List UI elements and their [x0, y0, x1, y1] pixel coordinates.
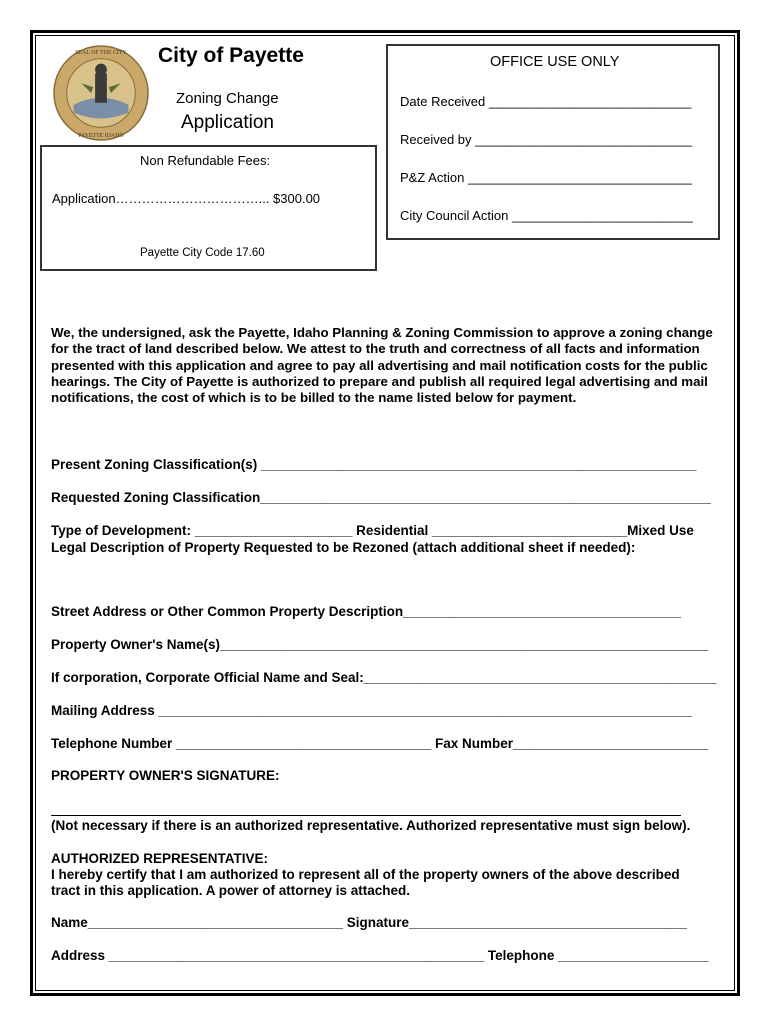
office-use-heading: OFFICE USE ONLY	[490, 54, 620, 70]
page-subtitle: Zoning Change	[176, 90, 279, 107]
street-address-field[interactable]: Street Address or Other Common Property Description_____________________________________	[51, 604, 681, 619]
office-received-by[interactable]: Received by ______________________________	[400, 132, 693, 147]
rep-address-telephone-field[interactable]: Address __________________________________________________ Telephone ____________________	[51, 948, 709, 963]
certify-line-1: I hereby certify that I am authorized to represent all of the property owners of the above described	[51, 867, 680, 882]
svg-text:PAYETTE IDAHO: PAYETTE IDAHO	[78, 133, 124, 140]
svg-text:SEAL OF THE CITY: SEAL OF THE CITY	[75, 49, 127, 56]
certify-line-2: tract in this application. A power of attorney is attached.	[51, 883, 411, 898]
fees-application-line: Application……………………………... $300.00	[52, 191, 321, 206]
office-date-received[interactable]: Date Received ____________________________	[400, 94, 692, 109]
rep-name-signature-field[interactable]: Name__________________________________ Signature_____________________________________	[51, 915, 687, 930]
corporate-official-field[interactable]: If corporation, Corporate Official Name and Seal:_______________________________________________	[51, 670, 717, 685]
not-necessary-note: (Not necessary if there is an authorized representative. Authorized representative must sign below).	[51, 818, 691, 833]
city-seal-logo	[52, 44, 150, 142]
owner-signature-line[interactable]	[51, 815, 681, 816]
page-title: City of Payette	[158, 44, 304, 67]
owner-name-field[interactable]: Property Owner's Name(s)_________________________________________________________________	[51, 637, 709, 652]
authorized-rep-heading: AUTHORIZED REPRESENTATIVE:	[51, 851, 269, 866]
page-subtitle-application: Application	[181, 112, 274, 133]
type-development-field[interactable]: Type of Development: _____________________ Residential __________________________Mixed Use	[51, 523, 694, 538]
office-council-action[interactable]: City Council Action _________________________	[400, 208, 693, 223]
legal-description-label: Legal Description of Property Requested to be Rezoned (attach additional sheet if needed):	[51, 540, 636, 555]
fees-city-code: Payette City Code 17.60	[140, 247, 265, 259]
intro-paragraph: We, the undersigned, ask the Payette, Idaho Planning & Zoning Commission to approve a zoning change for the tract of land described below. We attest to the truth and correctness of all facts and information presented with this application and agree to pay all advertising and mail notification costs for the public hearings. The City of Payette is authorized to prepare and publish all required legal advertising and mail notifications, the cost of which is to be billed to the name listed below for payment.	[51, 325, 713, 406]
requested-zoning-field[interactable]: Requested Zoning Classification____________________________________________________________	[51, 490, 711, 505]
owner-signature-label: PROPERTY OWNER'S SIGNATURE:	[51, 768, 280, 783]
present-zoning-field[interactable]: Present Zoning Classification(s) __________________________________________________________	[51, 457, 697, 472]
fees-heading: Non Refundable Fees:	[140, 153, 271, 168]
mailing-address-field[interactable]: Mailing Address _______________________________________________________________________	[51, 703, 692, 718]
office-pz-action[interactable]: P&Z Action _______________________________	[400, 170, 693, 185]
telephone-fax-field[interactable]: Telephone Number __________________________________ Fax Number__________________________	[51, 736, 709, 751]
